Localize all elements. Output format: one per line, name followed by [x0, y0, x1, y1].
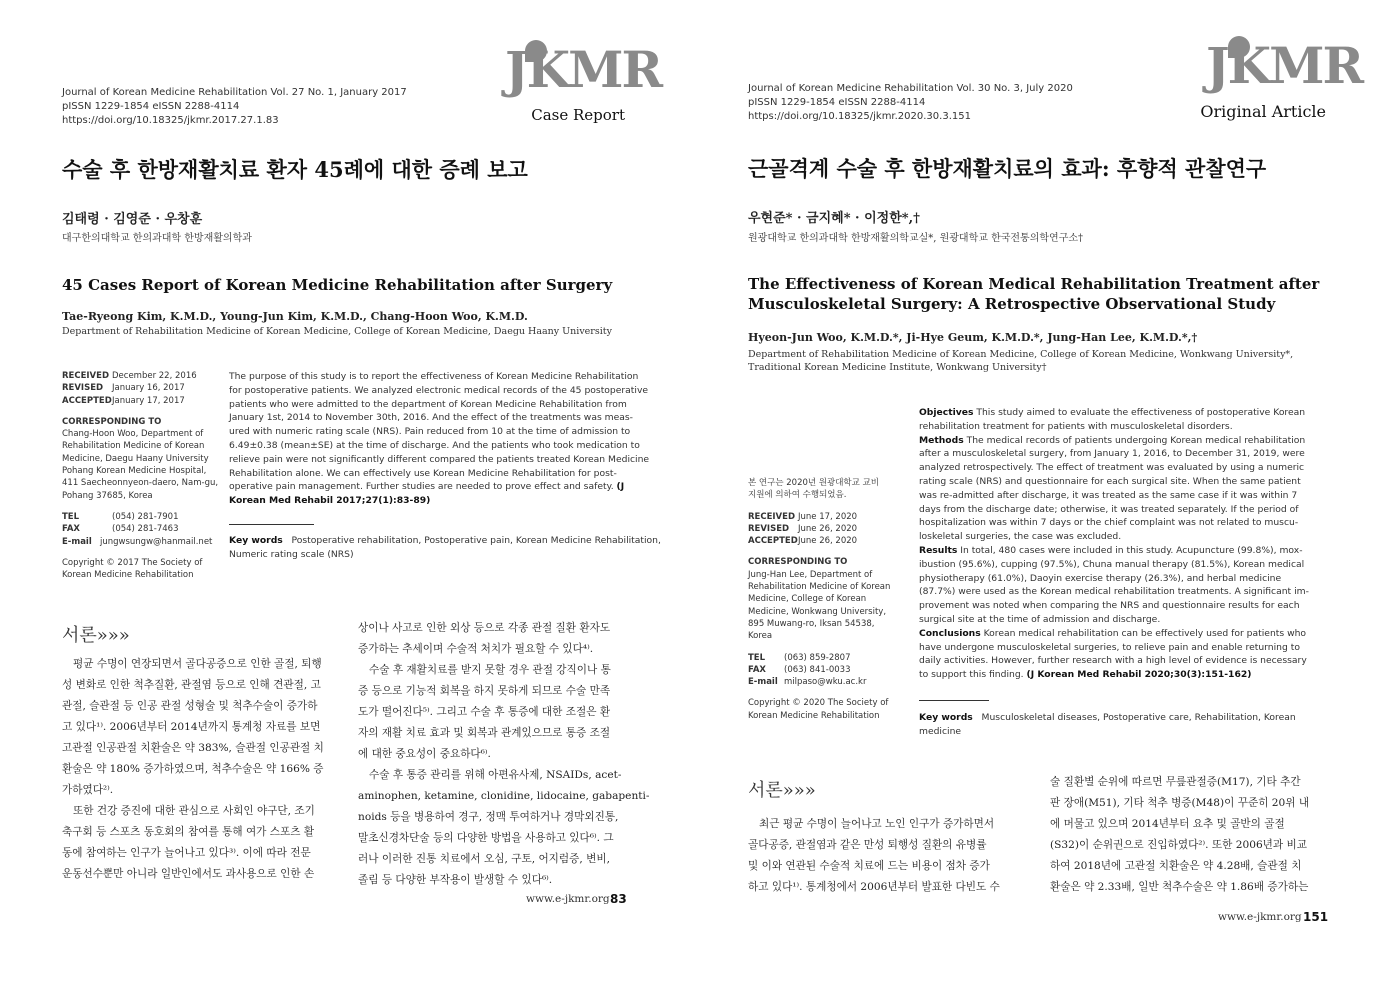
korean-authors: 우현준* · 금지혜* · 이정한*,† [748, 211, 920, 226]
copyright-line: Korean Medicine Rehabilitation [62, 570, 194, 581]
body-line: 도가 떨어진다⁵⁾. 그리고 수술 후 통증에 대한 조절은 환 [358, 706, 611, 718]
corresponding-line: Pohang 37685, Korea [62, 490, 153, 501]
abstract-line: patients who were admitted to the department of Korean Medicine Rehabilitation from [229, 398, 627, 410]
article-type: Original Article [1200, 102, 1326, 121]
journal-logo [1200, 36, 1363, 126]
issn: pISSN 1229-1854 eISSN 2288-4114 [62, 101, 240, 112]
english-authors: Tae-Ryeong Kim, K.M.D., Young-Jun Kim, K.M.D., Chang-Hoon Woo, K.M.D. [62, 310, 528, 323]
fax: FAX (054) 281-7463 [62, 524, 179, 535]
english-authors: Hyeon-Jun Woo, K.M.D.*, Ji-Hye Geum, K.M.D.*, Jung-Han Lee, K.M.D.*,† [748, 331, 1198, 344]
footer-url[interactable]: www.e-jkmr.org [526, 893, 610, 905]
body-line: 하여 2018년에 고관절 치환술은 약 4.28배, 슬관절 치 [1050, 860, 1302, 872]
english-affiliation-line: Traditional Korean Medicine Institute, Wonkwang University† [748, 362, 1047, 373]
abstract-line: The purpose of this study is to report the effectiveness of Korean Medicine Rehabilitation [229, 371, 639, 382]
conclusions-label: Conclusions [919, 627, 981, 639]
revised-date: REVISED January 16, 2017 [62, 383, 185, 394]
copyright-line: Copyright © 2020 The Society of [748, 698, 889, 709]
funding-line: 본 연구는 2020년 원광대학교 교비 [748, 478, 879, 488]
body-line: 운동선수뿐만 아니라 일반인에서도 과사용으로 인한 손 [62, 868, 315, 880]
english-title-line: Musculoskeletal Surgery: A Retrospective Observational Study [748, 295, 1276, 313]
doi-link[interactable]: https://doi.org/10.18325/jkmr.2020.30.3.151 [748, 111, 971, 122]
body-line: 및 이와 연관된 수술적 치료에 드는 비용이 점차 증가 [748, 860, 990, 872]
abstract: Objectives This study aimed to evaluate the effectiveness of postoperative Korean rehabilitation treatment for patients with musculoskeletal disorders. Methods The medical records of patients undergoing Korean medical rehabilitation after a musculoskeletal surgery, from January 1, 2016, to December 31, 2019, were analyzed retrospectively. The effect of treatment was evaluated by using a numeric rating scale (NRS) and questionnaire for each surgical site. When the same patient was re-admitted after discharge, it was treated as the same case if it was within 7 days from the discharge date; otherwise, it was treated separately. If the period of hospitalization was within 7 days or the chief complaint was not related to muscu- loskeletal surgeries, the case was excluded. Results In total, 480 cases were included in this study. Acupuncture (99.8%), mox- ibustion (95.6%), cupping (97.5%), Chuna manual therapy (81.5%), Korean medical physiotherapy (61.0%), Daoyin exercise therapy (26.3%), and herbal medicine (87.7%) were used as the Korean medical rehabilitation treatments. A significant im- provement was noted when comparing the NRS and questionnaire results for each surgical site at the time of admission and discharge. Conclusions Korean medical rehabilitation can be effectively used for patients who have undergone musculoskeletal surgeries, to relieve pain and enable returning to daily activities. However, further research with a high level of evidence is necessary to support this finding. (J Korean Med Rehabil 2020;30(3):151-162) [919, 407, 1309, 681]
body-line: 고관절 인공관절 치환술은 약 383%, 슬관절 인공관절 치 [62, 742, 324, 754]
keywords-rule [229, 524, 314, 525]
body-line: 최근 평균 수명이 늘어나고 노인 인구가 증가하면서 [759, 818, 995, 830]
corresponding-label: CORRESPONDING TO [62, 416, 162, 427]
body-line: 가하였다²⁾. [62, 784, 114, 796]
abstract-line: January 1st, 2014 to November 30th, 2016. And the effect of the treatments was meas- [229, 412, 633, 424]
page-number: 151 [1303, 910, 1329, 924]
corresponding-line: Rehabilitation Medicine of Korean [748, 582, 891, 593]
body-line: 졸림 등 다양한 부작용이 발생할 수 있다⁶⁾. [358, 874, 553, 886]
body-line: 증 등으로 기능적 회복을 하지 못하게 되므로 수술 만족 [358, 685, 611, 697]
citation: Korean Med Rehabil 2017;27(1):83-89) [229, 495, 431, 507]
body-line: noids 등을 병용하여 경구, 정맥 투여하거나 경막외진통, [358, 811, 619, 823]
korean-affiliation: 원광대학교 한의과대학 한방재활의학교실*, 원광대학교 한국전통의학연구소† [748, 233, 1084, 244]
body-line: aminophen, ketamine, clonidine, lidocaine, gabapenti- [358, 790, 650, 802]
korean-title: 수술 후 한방재활치료 환자 45례에 대한 증례 보고 [62, 157, 528, 182]
body-line: 하고 있다¹⁾. 통계청에서 2006년부터 발표한 다빈도 수 [748, 881, 1000, 893]
page-number: 83 [610, 892, 627, 906]
fax: FAX (063) 841-0033 [748, 664, 851, 675]
abstract-line: 6.49±0.38 (mean±SE) at the time of discharge. And the patients who took medication to [229, 439, 640, 451]
tel: TEL (054) 281-7901 [62, 511, 179, 522]
journal-info [748, 82, 1073, 124]
body-line: 에 대한 중요성이 중요하다⁶⁾. [358, 748, 491, 760]
section-title: 서론»»» [748, 780, 816, 801]
english-title-line: 45 Cases Report of Korean Medicine Rehabilitation after Surgery [62, 276, 613, 294]
body-line: 말초신경차단술 등의 다양한 방법을 사용하고 있다⁶⁾. 그 [358, 832, 614, 844]
body-line: 성 변화로 인한 척추질환, 관절염 등으로 인해 견관절, 고 [62, 679, 321, 691]
accepted-date: ACCEPTEDJanuary 17, 2017 [62, 395, 185, 406]
abstract [229, 370, 650, 508]
keywords-value: Postoperative rehabilitation, Postoperative pain, Korean Medicine Rehabilitation, [291, 535, 661, 546]
keywords-value: Numeric rating scale (NRS) [229, 548, 354, 560]
corresponding-line: Rehabilitation Medicine of Korean [62, 441, 205, 452]
keywords-label: Key words [229, 535, 283, 546]
journal-info [62, 86, 407, 128]
body-line: 동에 참여하는 인구가 늘어나고 있다³⁾. 이에 따라 전문 [62, 847, 311, 859]
results-label: Results [919, 544, 958, 556]
body-line: 수술 후 재활치료를 받지 못할 경우 관절 강직이나 통 [369, 664, 611, 676]
body-line: 러나 이러한 진통 치료에서 오심, 구토, 어지럼증, 변비, [358, 853, 610, 865]
right-page [712, 0, 1400, 981]
email: E-mail milpaso@wku.ac.kr [748, 677, 867, 688]
korean-affiliation: 대구한의대학교 한의과대학 한방재활의학과 [62, 233, 252, 244]
corresponding-line: Jung-Han Lee, Department of [748, 569, 873, 580]
corresponding-line: 895 Muwang-ro, Iksan 54538, [748, 618, 875, 629]
doi-link[interactable]: https://doi.org/10.18325/jkmr.2017.27.1.83 [62, 115, 279, 126]
corresponding-line: Pohang Korean Medicine Hospital, [62, 466, 207, 477]
received-date: RECEIVED December 22, 2016 [62, 371, 197, 381]
body-line: 골다공증, 관절염과 같은 만성 퇴행성 질환의 유병률 [748, 839, 987, 851]
body-line: 또한 건강 증진에 대한 관심으로 사회인 야구단, 조기 [73, 805, 315, 817]
english-title [62, 275, 612, 295]
keywords-value: medicine [919, 725, 962, 737]
keywords-rule [919, 700, 989, 701]
funding-line: 지원에 의하여 수행되었음. [748, 490, 847, 501]
english-affiliation-line: Department of Rehabilitation Medicine of Korean Medicine, College of Korean Medicine, Wonkwang University*, [748, 349, 1294, 360]
body-line: 축구회 등 스포츠 동호회의 참여를 통해 여가 스포츠 활 [62, 826, 315, 838]
body-line: (S32)이 순위권으로 진입하였다²⁾. 또한 2006년과 비교 [1050, 839, 1307, 851]
body-line: 고 있다¹⁾. 2006년부터 2014년까지 통계청 자료를 보면 [62, 721, 321, 733]
journal-citation: Journal of Korean Medicine Rehabilitation Vol. 30 No. 3, July 2020 [748, 83, 1073, 94]
citation: (J [616, 481, 625, 493]
body-line: 상이나 사고로 인한 외상 등으로 각종 관절 질환 환자도 [358, 622, 611, 634]
keywords [919, 711, 1296, 739]
english-title [748, 274, 1319, 314]
body-line: 환술은 약 180% 증가하였으며, 척추수술은 약 166% 증 [62, 763, 324, 775]
issn: pISSN 1229-1854 eISSN 2288-4114 [748, 97, 926, 108]
revised-date: REVISED June 26, 2020 [748, 523, 858, 534]
objectives-label: Objectives [919, 407, 974, 418]
body-line: 판 장애(M51), 기타 척추 병증(M48)이 꾸준히 20위 내 [1050, 797, 1310, 809]
footer-url[interactable]: www.e-jkmr.org [1218, 911, 1302, 923]
methods-label: Methods [919, 434, 964, 446]
body-column-2 [1050, 772, 1340, 898]
keywords-label: Key words [919, 712, 973, 723]
abstract-line: ured with numeric rating scale (NRS). Pain reduced from 10 at the time of admission to [229, 426, 631, 438]
accepted-date: ACCEPTEDJune 26, 2020 [748, 536, 858, 547]
logo-wordmark: JKMR [1206, 36, 1363, 95]
korean-title: 근골격계 수술 후 한방재활치료의 효과: 후향적 관찰연구 [748, 156, 1267, 181]
copyright-line: Copyright © 2017 The Society of [62, 557, 203, 568]
corresponding-line: Korea [748, 631, 773, 642]
section-title: 서론»»» [62, 625, 130, 646]
body-column-1 [62, 654, 332, 885]
abstract-line: relieve pain were not significantly different compared the patients treated Korean Medicine [229, 453, 650, 465]
corresponding-line: 411 Saecheonnyeon-daero, Nam-gu, [62, 478, 219, 489]
body-column-1 [748, 814, 1038, 898]
abstract-line: operative pain management. Further studies are needed to prove effect and safety. (J [229, 481, 625, 493]
body-line: 평균 수명이 연장되면서 골다공증으로 인한 골절, 퇴행 [73, 658, 322, 670]
body-line: 증가하는 추세이며 수술적 처치가 필요할 수 있다⁴⁾. [358, 643, 594, 655]
email: E-mail jungwsungw@hanmail.net [62, 536, 213, 547]
tel: TEL (063) 859-2807 [748, 652, 851, 663]
body-line: 환술은 약 2.33배, 일반 척추수술은 약 1.86배 증가하는 [1050, 881, 1309, 893]
body-line: 관절, 슬관절 등 인공 관절 성형술 및 척추수술이 증가하 [62, 700, 318, 712]
corresponding-line: Medicine, Wonkwang University, [748, 606, 887, 617]
logo-wordmark: JKMR [505, 40, 662, 99]
article-type: Case Report [531, 106, 625, 124]
english-title-line: The Effectiveness of Korean Medical Rehabilitation Treatment after [748, 275, 1320, 293]
body-column-2 [358, 618, 650, 891]
abstract-line: Rehabilitation alone. We can effectively use Korean Medicine Rehabilitation for post- [229, 467, 617, 479]
citation: (J Korean Med Rehabil 2020;30(3):151-162) [1026, 669, 1252, 681]
english-affiliation [748, 348, 1293, 374]
abstract-line: for postoperative patients. We analyzed electronic medical records of the 45 postoperative [229, 384, 649, 396]
journal-logo [505, 40, 662, 130]
body-line: 술 질환별 순위에 따르면 무릎관절증(M17), 기타 추간 [1050, 776, 1301, 788]
english-affiliation [62, 325, 612, 338]
body-line: 자의 재활 치료 효과 및 회복과 관계있으므로 통증 조절 [358, 727, 611, 739]
corresponding-line: Medicine, Daegu Haany University [62, 453, 209, 464]
corresponding-label: CORRESPONDING TO [748, 557, 848, 568]
page-gutter [680, 0, 712, 981]
korean-authors: 김태령 · 김영준 · 우창훈 [62, 212, 203, 227]
corresponding-line: Medicine, College of Korean [748, 594, 867, 605]
journal-citation: Journal of Korean Medicine Rehabilitation Vol. 27 No. 1, January 2017 [62, 87, 407, 98]
copyright-line: Korean Medicine Rehabilitation [748, 710, 880, 721]
body-line: 수술 후 통증 관리를 위해 아편유사제, NSAIDs, acet- [369, 769, 622, 781]
body-line: 에 머물고 있으며 2014년부터 요추 및 골반의 골절 [1050, 818, 1285, 830]
keywords-value: Musculoskeletal diseases, Postoperative care, Rehabilitation, Korean [981, 712, 1296, 723]
keywords [229, 534, 661, 562]
article-meta [62, 370, 222, 581]
received-date: RECEIVED June 17, 2020 [748, 511, 858, 522]
english-affiliation-line: Department of Rehabilitation Medicine of Korean Medicine, College of Korean Medicine, Daegu Haany University [62, 326, 612, 337]
article-meta [748, 477, 908, 722]
left-page [0, 0, 680, 981]
corresponding-line: Chang-Hoon Woo, Department of [62, 429, 204, 440]
